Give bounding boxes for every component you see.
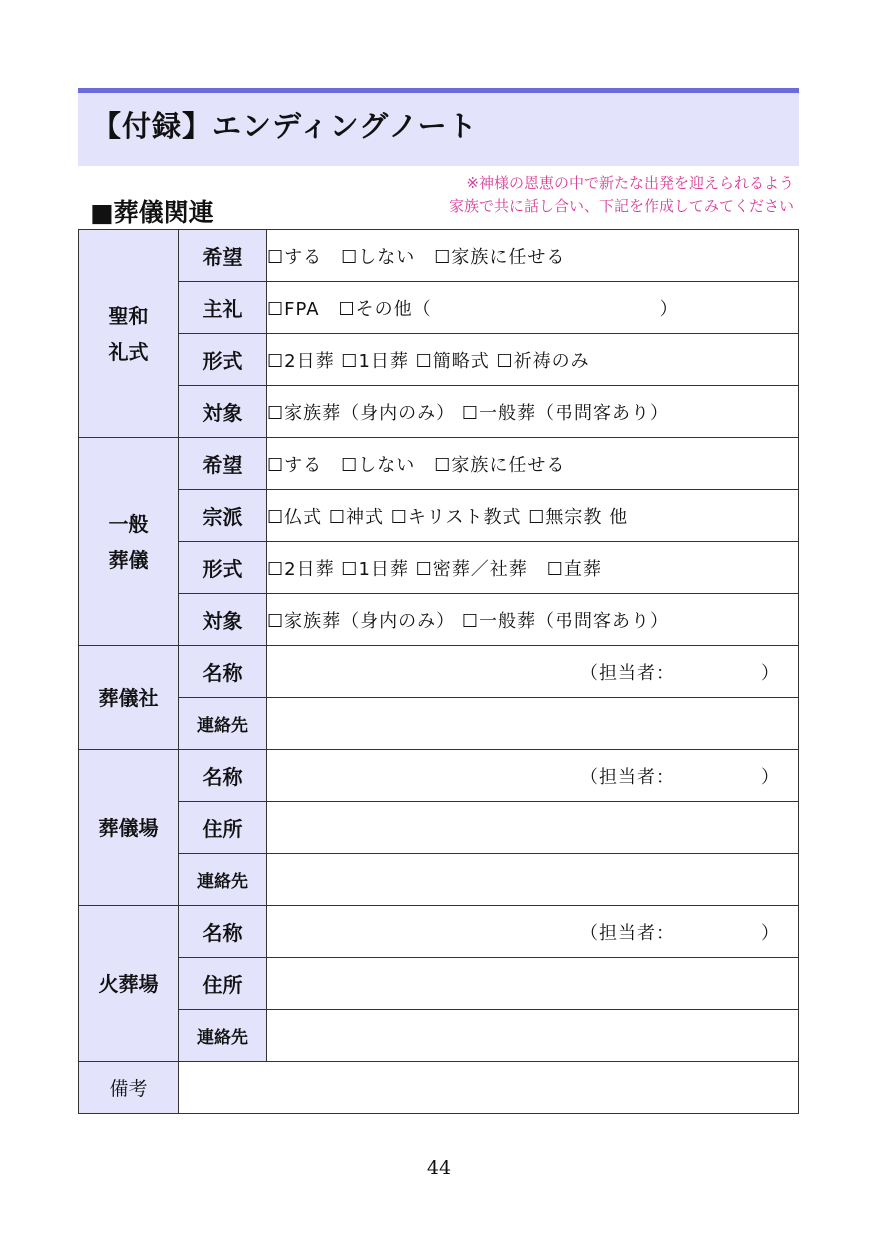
table-row: [79, 542, 799, 594]
name-field[interactable]: （担当者： ）: [267, 750, 799, 802]
table-row: [79, 750, 799, 802]
row-label: 住所: [179, 802, 267, 854]
table-row: [79, 854, 799, 906]
table-row: [79, 802, 799, 854]
group-label-sougijo: 葬儀場: [79, 750, 179, 906]
remarks-field[interactable]: [179, 1062, 799, 1114]
row-label: 連絡先: [179, 698, 267, 750]
note-line-1: ※神様の恩恵の中で新たな出発を迎えられるよう: [466, 174, 794, 192]
group-label-ippan: 一般 葬儀: [79, 438, 179, 646]
row-options[interactable]: ☐2日葬 ☐1日葬 ☐密葬／社葬 ☐直葬: [267, 542, 799, 594]
row-label: 形式: [179, 334, 267, 386]
table-row: [79, 282, 799, 334]
row-options[interactable]: ☐2日葬 ☐1日葬 ☐簡略式 ☐祈祷のみ: [267, 334, 799, 386]
row-options[interactable]: ☐FPA ☐その他（ ）: [267, 282, 799, 334]
address-field[interactable]: [267, 958, 799, 1010]
page-title: 【付録】エンディングノート: [92, 109, 478, 143]
table-row: [79, 1010, 799, 1062]
section-title: ■葬儀関連: [90, 198, 214, 227]
table-row: [79, 698, 799, 750]
note-line-2: 家族で共に話し合い、下記を作成してみてください: [448, 197, 794, 215]
table-row: [79, 906, 799, 958]
address-field[interactable]: [267, 802, 799, 854]
row-options[interactable]: ☐家族葬（身内のみ） ☐一般葬（弔問客あり）: [267, 594, 799, 646]
table-row: [79, 386, 799, 438]
row-options[interactable]: ☐する ☐しない ☐家族に任せる: [267, 438, 799, 490]
instruction-note: [449, 172, 794, 218]
group-label-kasoujo: 火葬場: [79, 906, 179, 1062]
row-options[interactable]: ☐家族葬（身内のみ） ☐一般葬（弔問客あり）: [267, 386, 799, 438]
row-options[interactable]: ☐仏式 ☐神式 ☐キリスト教式 ☐無宗教 他: [267, 490, 799, 542]
row-label: 住所: [179, 958, 267, 1010]
table-row: [79, 958, 799, 1010]
row-label: 主礼: [179, 282, 267, 334]
row-label: 対象: [179, 594, 267, 646]
row-label: 名称: [179, 906, 267, 958]
page-number: 44: [426, 1157, 452, 1179]
row-label: 連絡先: [179, 854, 267, 906]
name-field[interactable]: （担当者： ）: [267, 646, 799, 698]
contact-field[interactable]: [267, 1010, 799, 1062]
group-label-sougisha: 葬儀社: [79, 646, 179, 750]
row-options[interactable]: ☐する ☐しない ☐家族に任せる: [267, 230, 799, 282]
row-label: 連絡先: [179, 1010, 267, 1062]
table-row: [79, 334, 799, 386]
row-label: 対象: [179, 386, 267, 438]
contact-field[interactable]: [267, 854, 799, 906]
row-label: 名称: [179, 750, 267, 802]
row-label: 希望: [179, 230, 267, 282]
row-label: 名称: [179, 646, 267, 698]
contact-field[interactable]: [267, 698, 799, 750]
name-field[interactable]: （担当者： ）: [267, 906, 799, 958]
table-row: [79, 1062, 799, 1114]
table-row: [79, 490, 799, 542]
table-row: [79, 438, 799, 490]
table-row: [79, 230, 799, 282]
table-row: [79, 594, 799, 646]
remarks-label: 備考: [79, 1062, 179, 1114]
row-label: 形式: [179, 542, 267, 594]
row-label: 希望: [179, 438, 267, 490]
row-label: 宗派: [179, 490, 267, 542]
funeral-form-table: [78, 229, 799, 1114]
table-row: [79, 646, 799, 698]
group-label-seiwa: 聖和 礼式: [79, 230, 179, 438]
